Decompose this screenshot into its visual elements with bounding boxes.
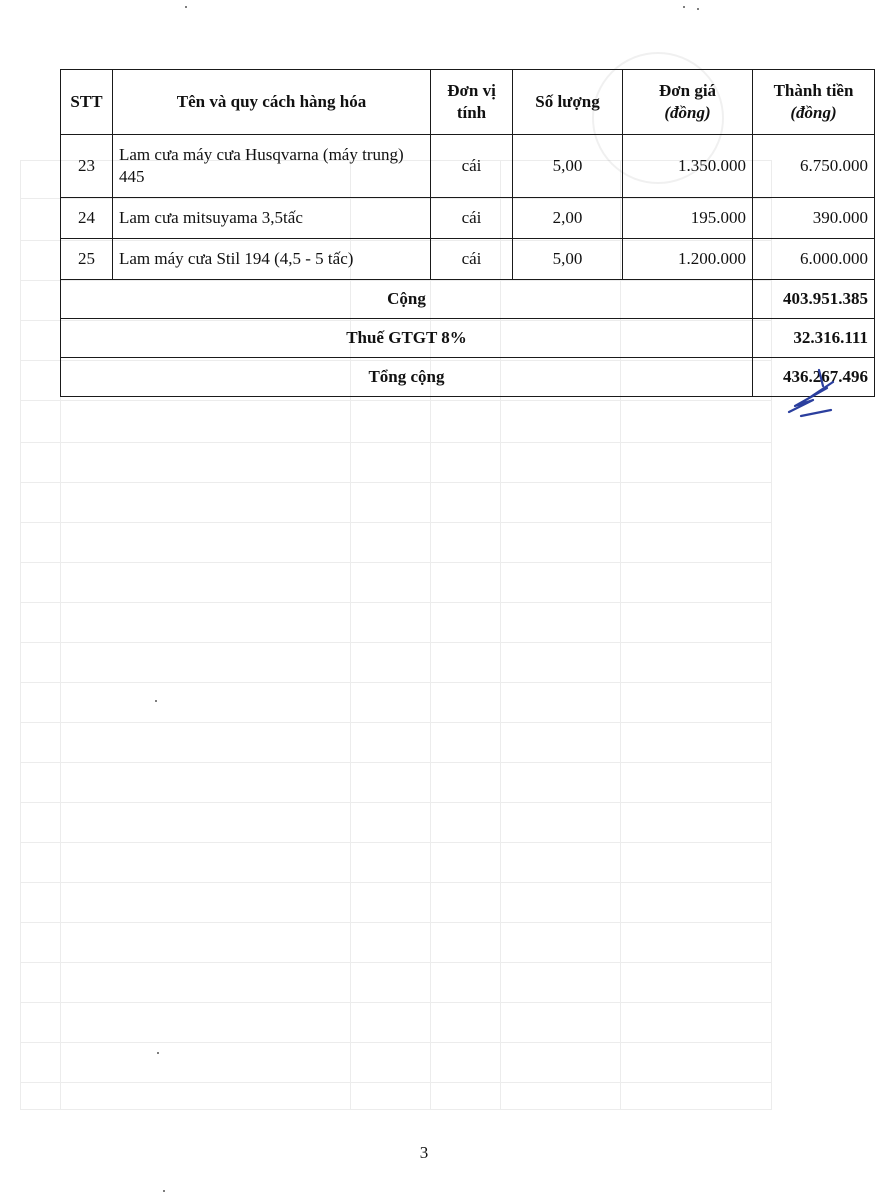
row-item-name: Lam máy cưa Stil 194 (4,5 - 5 tấc) bbox=[113, 239, 431, 280]
scan-speck bbox=[157, 1052, 159, 1054]
row-unit: cái bbox=[431, 239, 513, 280]
row-quantity: 2,00 bbox=[513, 198, 623, 239]
row-quantity: 5,00 bbox=[513, 239, 623, 280]
total-row bbox=[61, 358, 875, 397]
row-amount: 6.000.000 bbox=[753, 239, 875, 280]
row-unit-price: 1.350.000 bbox=[623, 135, 753, 198]
table-row bbox=[61, 135, 875, 198]
page-number: 3 bbox=[419, 1143, 429, 1162]
scan-speck bbox=[163, 1190, 165, 1192]
scan-speck bbox=[185, 6, 187, 8]
subtotal-row bbox=[61, 280, 875, 319]
header-unit-price: Đơn giá (đồng) bbox=[623, 70, 753, 135]
table-row bbox=[61, 198, 875, 239]
header-unit: Đơn vị tính bbox=[431, 70, 513, 135]
row-unit-price: 1.200.000 bbox=[623, 239, 753, 280]
vat-row bbox=[61, 319, 875, 358]
scan-speck bbox=[683, 6, 685, 8]
row-stt: 24 bbox=[61, 198, 113, 239]
row-amount: 390.000 bbox=[753, 198, 875, 239]
scan-speck bbox=[155, 700, 157, 702]
row-unit-price: 195.000 bbox=[623, 198, 753, 239]
row-item-name: Lam cưa mitsuyama 3,5tấc bbox=[113, 198, 431, 239]
signature-mark bbox=[783, 366, 839, 426]
row-stt: 25 bbox=[61, 239, 113, 280]
row-unit: cái bbox=[431, 198, 513, 239]
total-label: Tổng cộng bbox=[61, 358, 753, 397]
table-header-row bbox=[61, 70, 875, 135]
subtotal-label: Cộng bbox=[61, 280, 753, 319]
row-stt: 23 bbox=[61, 135, 113, 198]
header-quantity: Số lượng bbox=[513, 70, 623, 135]
vat-label: Thuế GTGT 8% bbox=[61, 319, 753, 358]
row-amount: 6.750.000 bbox=[753, 135, 875, 198]
row-quantity: 5,00 bbox=[513, 135, 623, 198]
scan-speck bbox=[697, 8, 699, 10]
invoice-table bbox=[60, 69, 875, 397]
total-value: 436.267.496 bbox=[753, 358, 875, 397]
header-stt: STT bbox=[61, 70, 113, 135]
row-unit: cái bbox=[431, 135, 513, 198]
table-row bbox=[61, 239, 875, 280]
header-item-name: Tên và quy cách hàng hóa bbox=[113, 70, 431, 135]
header-amount: Thành tiền (đồng) bbox=[753, 70, 875, 135]
row-item-name: Lam cưa máy cưa Husqvarna (máy trung) 445 bbox=[113, 135, 431, 198]
vat-value: 32.316.111 bbox=[753, 319, 875, 358]
subtotal-value: 403.951.385 bbox=[753, 280, 875, 319]
